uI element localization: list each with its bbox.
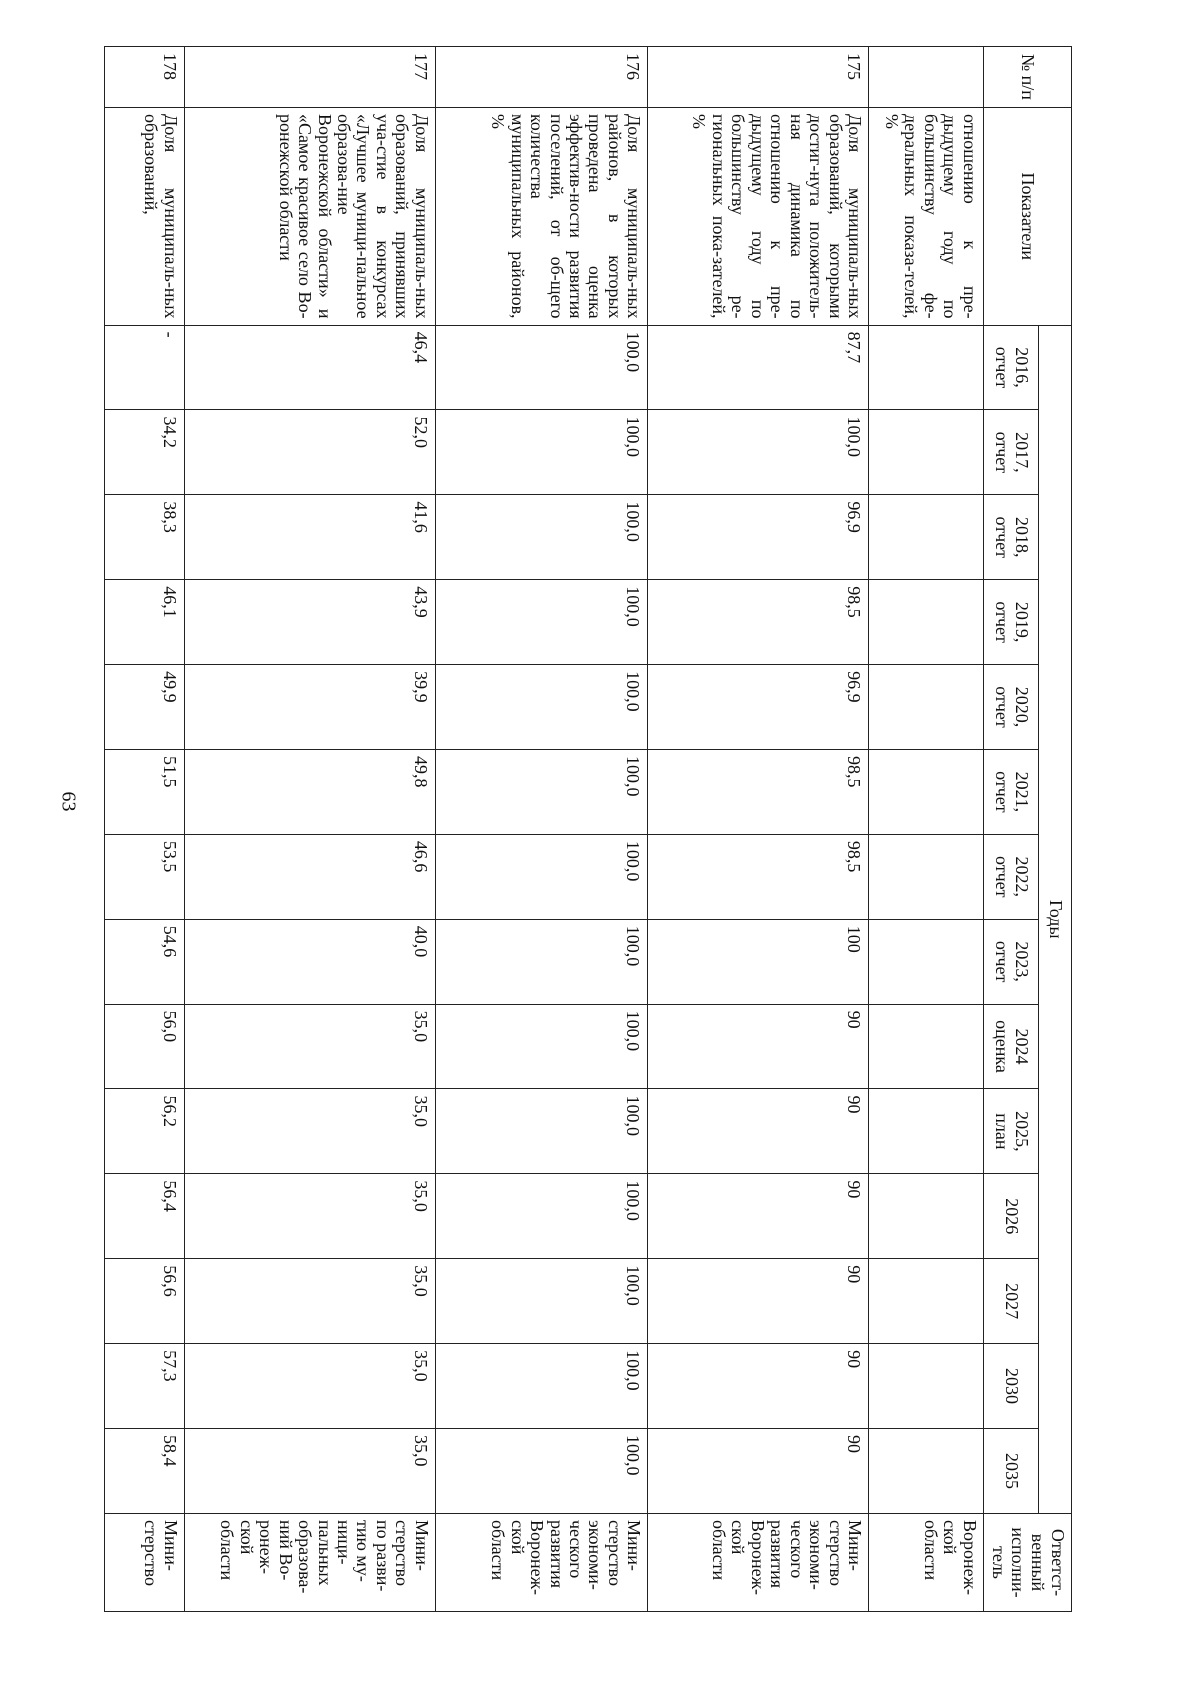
value-cell: 100,0 — [435, 665, 648, 750]
header-year: 2022, отчет — [983, 834, 1038, 919]
value-cell: 35,0 — [184, 1259, 435, 1344]
value-cell: 35,0 — [184, 1344, 435, 1429]
row-number: 175 — [648, 47, 869, 108]
indicator-text: Доля муниципаль-ных образований, которыми достиг-нута положитель-ная динамика по отношению к пре-дыдущему году по большинству ре-гиональных пока-зателей, % — [648, 107, 869, 325]
value-cell: 34,2 — [105, 410, 185, 495]
value-cell — [868, 1344, 983, 1429]
value-cell: 38,3 — [105, 495, 185, 580]
indicator-text: Доля муниципаль-ных образований, принявших уча-стие в конкурсах «Лучшее муници-пальное образова-ние Воронежской области» и «Самое красивое село Во-ронежской области — [184, 107, 435, 325]
value-cell: 87,7 — [648, 325, 869, 410]
value-cell: 54,6 — [105, 919, 185, 1004]
value-cell: 90 — [648, 1089, 869, 1174]
value-cell: 49,8 — [184, 749, 435, 834]
value-cell: 49,9 — [105, 665, 185, 750]
header-year: 2016, отчет — [983, 325, 1038, 410]
value-cell: - — [105, 325, 185, 410]
responsible-cell: Мини-стерство экономи-ческого развития Воронеж-ской области — [435, 1513, 648, 1611]
value-cell: 56,0 — [105, 1004, 185, 1089]
value-cell: 100,0 — [435, 410, 648, 495]
header-responsible: Ответст-венный исполни-тель — [983, 1513, 1071, 1611]
value-cell: 46,1 — [105, 580, 185, 665]
value-cell: 46,4 — [184, 325, 435, 410]
value-cell: 90 — [648, 1344, 869, 1429]
header-year: 2017, отчет — [983, 410, 1038, 495]
value-cell: 98,5 — [648, 580, 869, 665]
value-cell — [868, 834, 983, 919]
table-row — [648, 47, 869, 1612]
value-cell — [868, 495, 983, 580]
value-cell — [868, 1089, 983, 1174]
value-cell: 39,9 — [184, 665, 435, 750]
table-row — [435, 47, 648, 1612]
responsible-cell: Мини-стерство — [105, 1513, 185, 1611]
value-cell: 41,6 — [184, 495, 435, 580]
row-number: 176 — [435, 47, 648, 108]
value-cell — [868, 325, 983, 410]
value-cell: 100,0 — [648, 410, 869, 495]
value-cell — [868, 580, 983, 665]
value-cell: 100,0 — [435, 1004, 648, 1089]
indicator-text: отношению к пре-дыдущему году по большинству фе-деральных показа-телей, % — [868, 107, 983, 325]
value-cell: 100,0 — [435, 919, 648, 1004]
value-cell — [868, 1004, 983, 1089]
value-cell: 96,9 — [648, 665, 869, 750]
value-cell — [868, 919, 983, 1004]
value-cell — [868, 410, 983, 495]
value-cell: 51,5 — [105, 749, 185, 834]
value-cell: 43,9 — [184, 580, 435, 665]
row-number — [868, 47, 983, 108]
header-year: 2018, отчет — [983, 495, 1038, 580]
header-year: 2026 — [983, 1174, 1038, 1259]
value-cell — [868, 1174, 983, 1259]
value-cell: 98,5 — [648, 749, 869, 834]
header-year: 2035 — [983, 1428, 1038, 1513]
page-number: 63 — [57, 791, 80, 812]
value-cell: 90 — [648, 1428, 869, 1513]
header-year: 2027 — [983, 1259, 1038, 1344]
row-number: 178 — [105, 47, 185, 108]
header-year: 2023, отчет — [983, 919, 1038, 1004]
header-years-group: Годы — [1039, 325, 1072, 1513]
value-cell: 56,2 — [105, 1089, 185, 1174]
header-year: 2021, отчет — [983, 749, 1038, 834]
value-cell: 100,0 — [435, 1089, 648, 1174]
responsible-cell: Мини-стерство по разви-тию му-ници-пальных образова-ний Во-ронеж-ской области — [184, 1513, 435, 1611]
value-cell: 46,6 — [184, 834, 435, 919]
value-cell: 58,4 — [105, 1428, 185, 1513]
value-cell: 96,9 — [648, 495, 869, 580]
value-cell: 100,0 — [435, 1259, 648, 1344]
value-cell: 100,0 — [435, 1428, 648, 1513]
row-number: 177 — [184, 47, 435, 108]
table-row — [105, 47, 185, 1612]
value-cell: 40,0 — [184, 919, 435, 1004]
value-cell: 35,0 — [184, 1004, 435, 1089]
responsible-cell: Мини-стерство экономи-ческого развития Воронеж-ской области — [648, 1513, 869, 1611]
indicator-text: Доля муниципаль-ных образований, — [105, 107, 185, 325]
value-cell: 56,6 — [105, 1259, 185, 1344]
header-year: 2019, отчет — [983, 580, 1038, 665]
value-cell: 56,4 — [105, 1174, 185, 1259]
responsible-cell: Воронеж-ской области — [868, 1513, 983, 1611]
value-cell — [868, 665, 983, 750]
value-cell: 100,0 — [435, 495, 648, 580]
value-cell: 35,0 — [184, 1174, 435, 1259]
header-year: 2020, отчет — [983, 665, 1038, 750]
value-cell: 100,0 — [435, 325, 648, 410]
header-year: 2030 — [983, 1344, 1038, 1429]
value-cell: 90 — [648, 1004, 869, 1089]
value-cell: 57,3 — [105, 1344, 185, 1429]
value-cell: 100,0 — [435, 1174, 648, 1259]
value-cell: 100,0 — [435, 749, 648, 834]
header-year: 2025, план — [983, 1089, 1038, 1174]
value-cell — [868, 749, 983, 834]
indicator-table-container — [115, 46, 1072, 1612]
value-cell: 100,0 — [435, 834, 648, 919]
value-cell: 100,0 — [435, 1344, 648, 1429]
header-year: 2024 оценка — [983, 1004, 1038, 1089]
value-cell: 90 — [648, 1174, 869, 1259]
value-cell: 90 — [648, 1259, 869, 1344]
table-row — [868, 47, 983, 1612]
table-row — [184, 47, 435, 1612]
value-cell — [868, 1259, 983, 1344]
value-cell: 35,0 — [184, 1428, 435, 1513]
header-indicator: Показатели — [983, 107, 1071, 325]
header-num: № п/п — [983, 47, 1071, 108]
indicators-table — [104, 46, 1072, 1612]
value-cell: 35,0 — [184, 1089, 435, 1174]
value-cell: 98,5 — [648, 834, 869, 919]
value-cell: 100,0 — [435, 580, 648, 665]
value-cell — [868, 1428, 983, 1513]
table-body — [105, 47, 984, 1612]
value-cell: 100 — [648, 919, 869, 1004]
value-cell: 53,5 — [105, 834, 185, 919]
indicator-text: Доля муниципаль-ных районов, в которых проведена оценка эффектив-ности развития поселений, от об-щего количества муниципальных районов, % — [435, 107, 648, 325]
value-cell: 52,0 — [184, 410, 435, 495]
